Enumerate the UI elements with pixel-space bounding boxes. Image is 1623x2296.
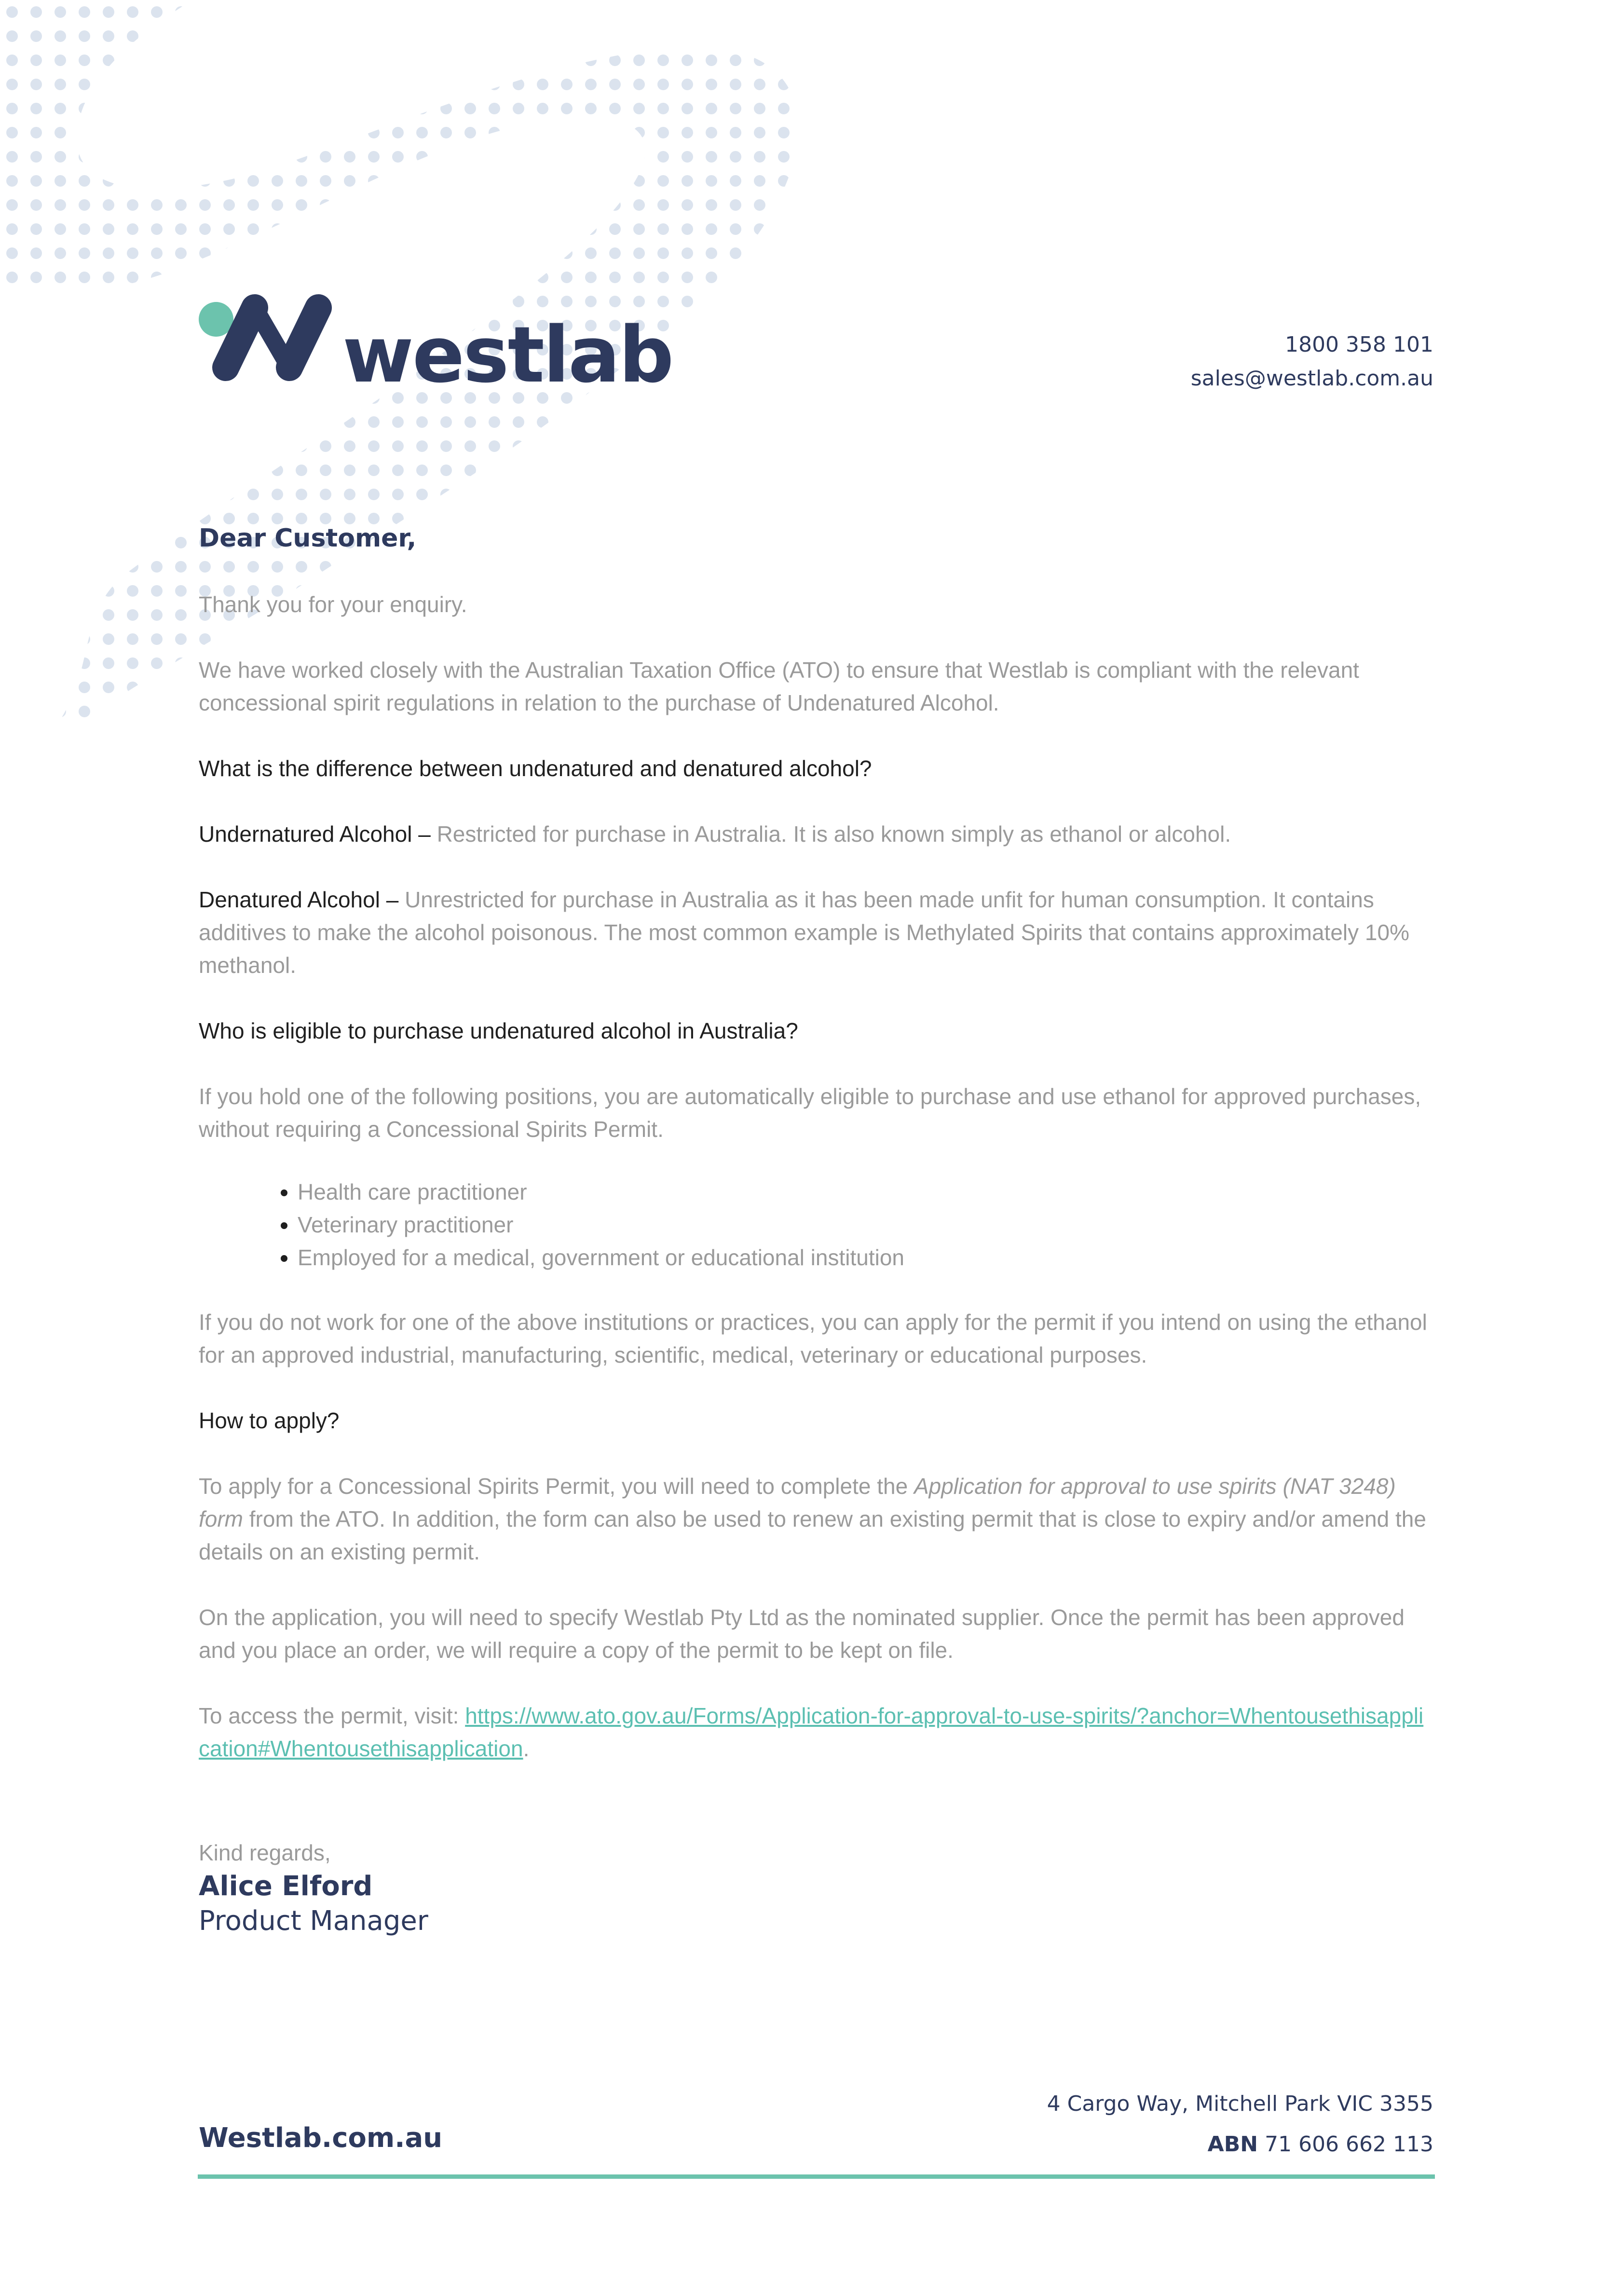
- abn-label: ABN: [1207, 2132, 1258, 2157]
- denatured-description: Unrestricted for purchase in Australia as it has been made unfit for human consumption. It contains additives to make the alcohol poisonous. The most common example is Methylated Spirits that contains approximately 10% methanol.: [199, 887, 1409, 978]
- apply-details-text: from the ATO. In addition, the form can also be used to renew an existing permit that is close to expiry and/or amend the details on an existing permit.: [199, 1506, 1426, 1565]
- question-eligibility: Who is eligible to purchase undenatured alcohol in Australia?: [199, 1018, 798, 1044]
- street-address: 4 Cargo Way, Mitchell Park VIC 3355: [1047, 2091, 1433, 2116]
- phone-number: 1800 358 101: [1285, 332, 1433, 357]
- access-intro-text: To access the permit, visit:: [199, 1703, 459, 1729]
- email-address: sales@westlab.com.au: [1190, 366, 1433, 391]
- intro-paragraph: Thank you for your enquiry.: [199, 592, 467, 617]
- footer-divider: [198, 2174, 1435, 2179]
- question-difference: What is the difference between undenatured and denatured alcohol?: [199, 756, 872, 781]
- undenatured-definition: [199, 818, 1433, 850]
- logo-wordmark: westlab: [342, 310, 673, 400]
- ato-permit-link[interactable]: https://www.ato.gov.au/Forms/Application-for-approval-to-use-spirits/?anchor=Whentousethisapplication#Whentousethisapplication: [199, 1703, 1424, 1762]
- ato-paragraph: We have worked closely with the Australian Taxation Office (ATO) to ensure that Westlab is compliant with the relevant concessional spirit regulations in relation to the purchase of Undenatured Alcohol.: [199, 657, 1359, 716]
- signature-block: [199, 1836, 1433, 1939]
- list-item: • Veterinary practitioner: [298, 1208, 1433, 1241]
- apply-paragraph: [199, 1470, 1433, 1568]
- list-item: • Employed for a medical, government or educational institution: [298, 1241, 1433, 1274]
- list-item: • Health care practitioner: [298, 1175, 1433, 1208]
- denatured-definition: [199, 883, 1433, 982]
- access-paragraph: [199, 1699, 1433, 1765]
- westlab-logo: [198, 289, 673, 400]
- greeting: Dear Customer,: [199, 524, 417, 553]
- header-contact: [1191, 328, 1433, 396]
- footer-address-block: [1047, 2084, 1433, 2165]
- denatured-term: Denatured Alcohol –: [199, 887, 399, 913]
- signatory-name: Alice Elford: [199, 1871, 373, 1902]
- undenatured-term: Undernatured Alcohol –: [199, 821, 431, 847]
- abn-value: 71 606 662 113: [1265, 2132, 1433, 2157]
- supplier-paragraph: On the application, you will need to specify Westlab Pty Ltd as the nominated supplier. Once the permit has been approved and you place an order, we will require a copy of the permit to be kept on file.: [199, 1605, 1405, 1663]
- letter-body: [199, 523, 1433, 1939]
- other-institutions-paragraph: If you do not work for one of the above institutions or practices, you can apply for the permit if you intend on using the ethanol for an approved industrial, manufacturing, scientific, medical, veterinary or educational purposes.: [199, 1310, 1427, 1368]
- sign-off: Kind regards,: [199, 1840, 331, 1866]
- signatory-role: Product Manager: [199, 1905, 428, 1937]
- positions-list: [199, 1175, 1433, 1274]
- westlab-mark-icon: [198, 289, 338, 386]
- question-how-to-apply: How to apply?: [199, 1408, 340, 1434]
- undenatured-description: Restricted for purchase in Australia. It is also known simply as ethanol or alcohol.: [436, 821, 1231, 847]
- abn-line: [1047, 2124, 1433, 2165]
- apply-intro-text: To apply for a Concessional Spirits Permit, you will need to complete the: [199, 1474, 908, 1499]
- positions-paragraph: If you hold one of the following positions, you are automatically eligible to purchase and use ethanol for approved purchases, without requiring a Concessional Spirits Permit.: [199, 1084, 1421, 1142]
- access-end-punctuation: .: [523, 1736, 530, 1762]
- form-name: Application for approval to use spirits (NAT 3248) form: [199, 1474, 1396, 1532]
- footer-website[interactable]: Westlab.com.au: [199, 2122, 443, 2154]
